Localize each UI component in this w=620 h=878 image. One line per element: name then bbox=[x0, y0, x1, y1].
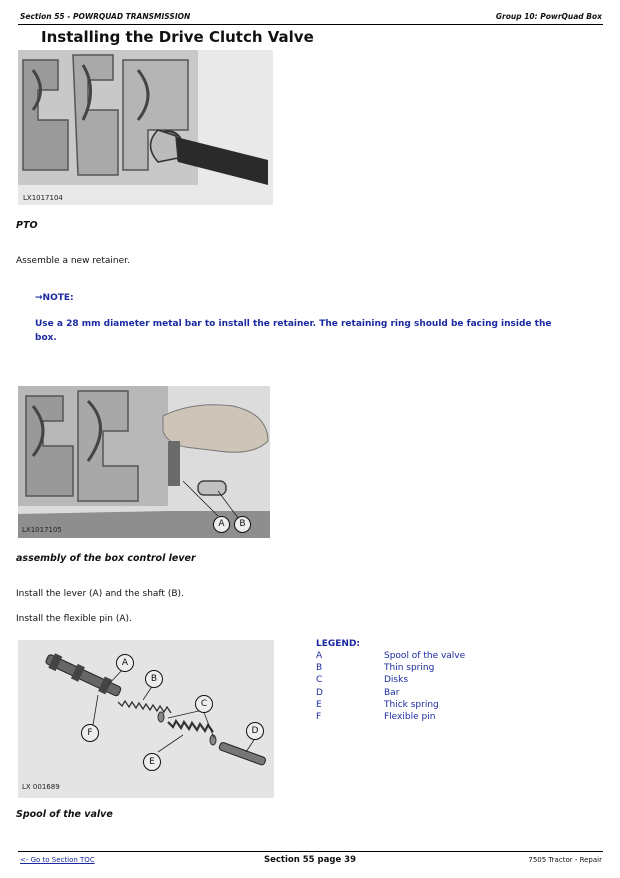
legend-label: Thin spring bbox=[384, 663, 435, 674]
legend-list bbox=[316, 650, 576, 723]
figure-spool-parts bbox=[18, 640, 274, 798]
figure-1-id: LX1017104 bbox=[23, 194, 63, 202]
legend-key: E bbox=[316, 699, 322, 710]
note-label: →NOTE: bbox=[35, 293, 74, 303]
legend-item bbox=[316, 674, 576, 686]
legend-key: C bbox=[316, 675, 323, 686]
legend-label: Spool of the valve bbox=[384, 651, 466, 661]
callout-d: D bbox=[246, 722, 264, 740]
legend-item bbox=[316, 711, 576, 723]
caption-spool: Spool of the valve bbox=[16, 809, 113, 820]
callout-c: C bbox=[195, 695, 213, 713]
text-install-pin: Install the flexible pin (A). bbox=[16, 614, 132, 624]
callout-f: F bbox=[81, 724, 99, 742]
legend-label: Flexible pin bbox=[384, 712, 436, 723]
legend-label: Bar bbox=[384, 687, 400, 698]
callout-a: A bbox=[213, 516, 230, 533]
callout-e: E bbox=[143, 753, 161, 771]
legend-item bbox=[316, 687, 576, 699]
callout-b: B bbox=[145, 670, 163, 688]
legend-item bbox=[316, 699, 576, 711]
go-to-section-toc-link[interactable]: <- Go to Section TOC bbox=[20, 856, 95, 864]
legend-label: Thick spring bbox=[384, 699, 439, 710]
footer-rule bbox=[18, 851, 603, 852]
legend-key: F bbox=[316, 712, 322, 723]
figure-lever-assembly-photo bbox=[18, 386, 270, 538]
legend-label: Disks bbox=[384, 675, 409, 686]
header-section: Section 55 - POWRQUAD TRANSMISSION bbox=[20, 12, 191, 21]
legend-key: D bbox=[316, 687, 323, 698]
footer-product: 7505 Tractor - Repair bbox=[528, 856, 602, 864]
figure-3-id: LX 001689 bbox=[22, 783, 60, 791]
spool-exploded-illustration bbox=[18, 640, 274, 798]
legend-key: A bbox=[316, 651, 323, 661]
page-title: Installing the Drive Clutch Valve bbox=[41, 28, 314, 46]
callout-b: B bbox=[234, 516, 251, 533]
footer-page: Section 55 page 39 bbox=[264, 855, 356, 865]
legend-title: LEGEND: bbox=[316, 639, 361, 649]
figure-2-id: LX1017105 bbox=[22, 526, 62, 534]
valve-body-illustration bbox=[18, 50, 273, 205]
note-text: Use a 28 mm diameter metal bar to install the retainer. The retaining ring should be facing inside the box. bbox=[35, 319, 552, 343]
lever-assembly-illustration bbox=[18, 386, 270, 538]
figure-valve-body-photo bbox=[18, 50, 273, 205]
caption-pto: PTO bbox=[16, 220, 38, 231]
text-install-lever: Install the lever (A) and the shaft (B). bbox=[16, 589, 184, 599]
header-group: Group 10: PowrQuad Box bbox=[495, 12, 602, 21]
legend-key: B bbox=[316, 663, 323, 674]
text-assemble-retainer: Assemble a new retainer. bbox=[16, 256, 130, 266]
legend-item bbox=[316, 650, 576, 662]
legend-item bbox=[316, 662, 576, 674]
callout-a: A bbox=[116, 654, 134, 672]
caption-lever-assembly: assembly of the box control lever bbox=[16, 553, 196, 564]
header-rule bbox=[18, 24, 603, 25]
